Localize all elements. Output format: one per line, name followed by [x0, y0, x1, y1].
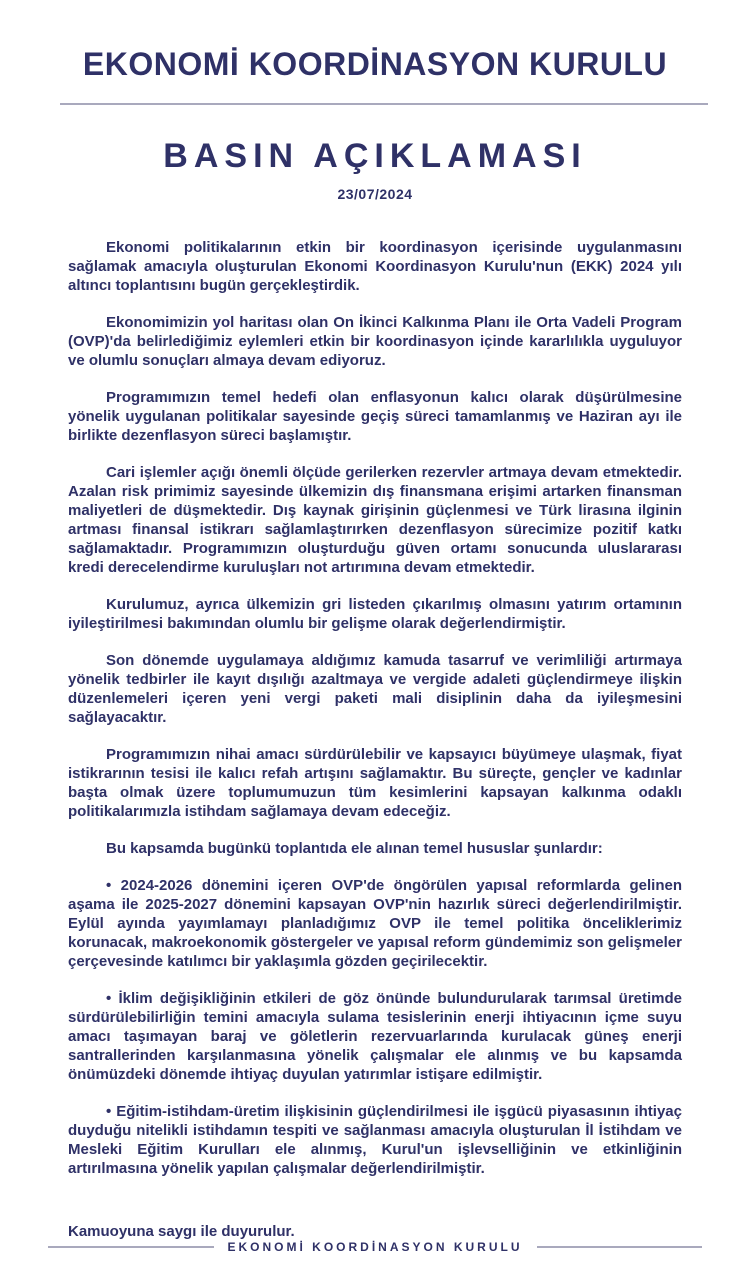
paragraph-5: Kurulumuz, ayrıca ülkemizin gri listeden çıkarılmış olmasını yatırım ortamının iyileştirilmesi bakımından olumlu bir gelişme olarak değerlendirmiştir. [68, 596, 682, 632]
org-title: EKONOMİ KOORDİNASYON KURULU [82, 46, 668, 82]
footer-right-line [537, 1246, 703, 1248]
footer-left-line [48, 1246, 214, 1248]
footer [48, 1240, 702, 1254]
paragraph-3: Programımızın temel hedefi olan enflasyonun kalıcı olarak düşürülmesine yönelik uygulanan politikalar sayesinde geçiş süreci tamamlanmış ve Haziran ayı ile birlikte dezenflasyon süreci başlamıştır. [68, 389, 682, 444]
bullet-item-2: • İklim değişikliğinin etkileri de göz önünde bulundurularak tarımsal üretimde sürdürülebilirliğin temini amacıyla sulama tesislerinin enerji ihtiyacının içme suyu amacı taşımayan baraj ve göletlerin rezervuarlarında kurulacak güneş enerji santrallerinden karşılanmasına yönelik çalışmalar ele alınmış ve bu kapsamda önümüzdeki dönemde ihtiyaç duyulan yatırımlar istişare edilmiştir. [68, 990, 682, 1083]
release-date: 23/07/2024 [337, 186, 413, 202]
paragraph-8: Bu kapsamda bugünkü toplantıda ele alınan temel hususlar şunlardır: [106, 840, 603, 857]
closing-line: Kamuoyuna saygı ile duyurulur. [68, 1223, 295, 1240]
paragraph-4: Cari işlemler açığı önemli ölçüde gerilerken rezervler artmaya devam etmektedir. Azalan risk primimiz sayesinde ülkemizin dış finansmana erişimi artarken finansman maliyetleri de düşmektedir. Dış kaynak girişinin güçlenmesi ve Türk lirasına ilginin artması finansal istikrarı sağlamlaştırırken dezenflasyon sürecimize pozitif katkı sağlamaktadır. Programımızın oluşturduğu güven ortamı sonucunda uluslararası kredi derecelendirme kuruluşları not artırımına devam etmektedir. [68, 464, 682, 576]
paragraph-6: Son dönemde uygulamaya aldığımız kamuda tasarruf ve verimliliği artırmaya yönelik tedbirler ile kayıt dışılığı azaltmaya ve vergide adaleti güçlendirmeye ilişkin düzenlemeleri içeren yeni vergi paketi mali disiplinin daha da iyileşmesini sağlayacaktır. [68, 652, 682, 726]
header-divider [60, 103, 708, 105]
paragraph-2: Ekonomimizin yol haritası olan On İkinci Kalkınma Planı ile Orta Vadeli Program (OVP)'da belirlediğimiz eylemleri etkin bir koordinasyon içinde kararlılıkla uyguluyor ve olumlu sonuçları almaya devam ediyoruz. [68, 314, 682, 369]
footer-org-label: EKONOMİ KOORDİNASYON KURULU [227, 1240, 523, 1254]
paragraph-7: Programımızın nihai amacı sürdürülebilir ve kapsayıcı büyümeye ulaşmak, fiyat istikrarının tesisi ile kalıcı refah artışını sağlamaktır. Bu süreçte, gençler ve kadınlar başta olmak üzere toplumumuzun tüm kesimlerini kapsayan kalkınma odaklı politikalarımızla istihdam sağlamaya devam edeceğiz. [68, 746, 682, 820]
bullet-item-1: • 2024-2026 dönemini içeren OVP'de öngörülen yapısal reformlarda gelinen aşama ile 2025-2027 dönemini kapsayan OVP'nin hazırlık süreci değerlendirilmiştir. Eylül ayında yayımlamayı planladığımız OVP ile temel politika önceliklerimiz korunacak, makroekonomik göstergeler ve yapısal reform gündemimiz son gelişmeler çerçevesinde katılımcı bir yaklaşımla gözden geçirilecektir. [68, 877, 682, 970]
bullet-item-3: • Eğitim-istihdam-üretim ilişkisinin güçlendirilmesi ile işgücü piyasasının ihtiyaç duyduğu nitelikli istihdamın tespiti ve sağlanması amacıyla oluşturulan İl İstihdam ve Mesleki Eğitim Kurulları ele alınmış, Kurul'un işlevselliğinin ve etkinliğinin artırılmasına yönelik yapılan çalışmalar değerlendirilmiştir. [68, 1103, 682, 1177]
paragraph-1: Ekonomi politikalarının etkin bir koordinasyon içerisinde uygulanmasını sağlamak amacıyla oluşturulan Ekonomi Koordinasyon Kurulu'nun (EKK) 2024 yılı altıncı toplantısını bugün gerçekleştirdik. [68, 239, 682, 294]
body-text [0, 238, 750, 1178]
press-release-title: BASIN AÇIKLAMASI [163, 137, 587, 175]
